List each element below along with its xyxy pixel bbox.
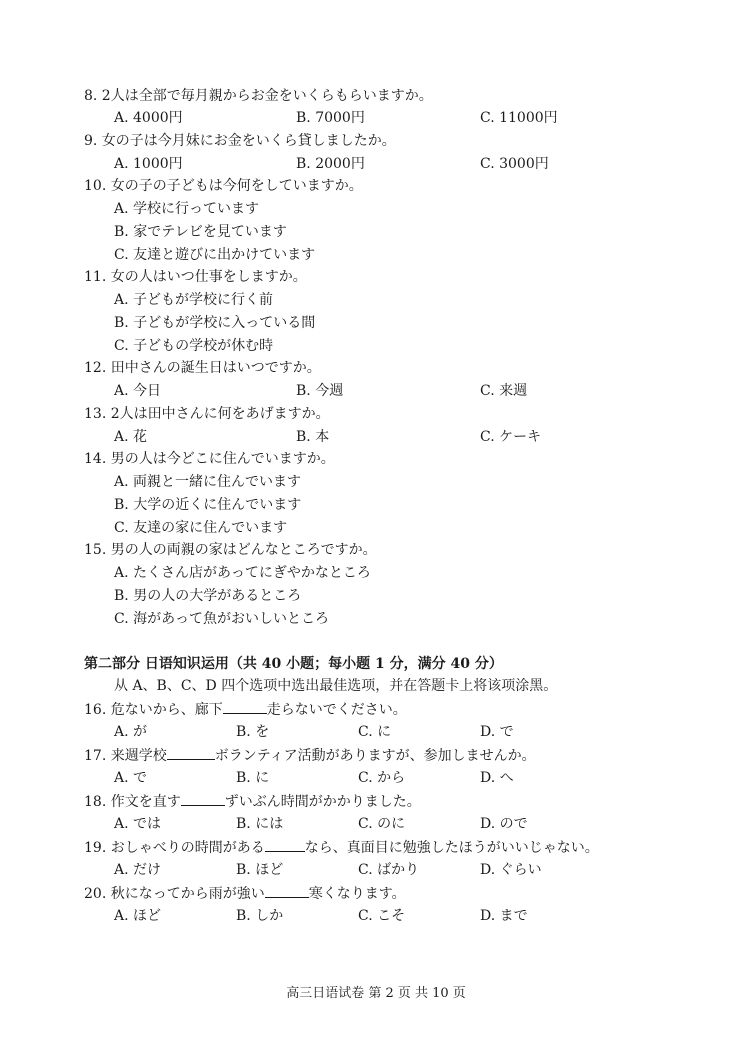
- answer-blank: [265, 884, 309, 898]
- option-18d: D. ので: [480, 816, 528, 832]
- option-16a: A. が: [114, 724, 148, 740]
- question-9: 9. 女の子は今月妹にお金をいくら貸しましたか。: [84, 133, 396, 149]
- question-20: [84, 884, 406, 903]
- option-20c: C. こそ: [358, 908, 406, 924]
- option-16b: B. を: [236, 724, 270, 740]
- answer-blank: [167, 746, 215, 760]
- question-text: 16. 危ないから、廊下: [84, 702, 223, 718]
- question-17: [84, 746, 536, 765]
- question-text: 走らないでください。: [266, 702, 407, 718]
- question-16: [84, 700, 407, 719]
- option-10c: C. 友達と遊びに出かけています: [114, 247, 316, 263]
- question-13: 13. 2人は田中さんに何をあげますか。: [84, 406, 330, 422]
- option-12c: C. 来週: [480, 383, 528, 399]
- answer-blank: [181, 792, 225, 806]
- option-15c: C. 海があって魚がおいしいところ: [114, 611, 329, 627]
- option-17a: A. で: [114, 770, 148, 786]
- question-text: 20. 秋になってから雨が強い: [84, 886, 265, 902]
- option-17c: C. から: [358, 770, 406, 786]
- question-10: 10. 女の子の子どもは今何をしていますか。: [84, 178, 363, 194]
- option-20a: A. ほど: [114, 908, 162, 924]
- option-8c: C. 11000円: [480, 110, 558, 126]
- option-18b: B. には: [236, 816, 284, 832]
- page-footer: 高三日语试卷 第 2 页 共 10 页: [286, 986, 466, 1001]
- option-8b: B. 7000円: [296, 110, 365, 126]
- question-text: ずいぶん時間がかかりました。: [224, 794, 421, 810]
- question-text: ボランティア活動がありますが、参加しませんか。: [214, 748, 536, 764]
- option-14c: C. 友達の家に住んでいます: [114, 520, 288, 536]
- option-17b: B. に: [236, 770, 270, 786]
- option-10b: B. 家でテレビを見ています: [114, 224, 287, 240]
- question-8: 8. 2人は全部で毎月親からお金をいくらもらいますか。: [84, 88, 433, 104]
- option-15b: B. 男の人の大学があるところ: [114, 588, 302, 604]
- option-18a: A. では: [114, 816, 162, 832]
- question-14: 14. 男の人は今どこに住んでいますか。: [84, 451, 335, 467]
- option-9a: A. 1000円: [114, 156, 183, 172]
- option-12b: B. 今週: [296, 383, 344, 399]
- option-11b: B. 子どもが学校に入っている間: [114, 315, 316, 331]
- option-20d: D. まで: [480, 908, 528, 924]
- question-text: なら、真面目に勉強したほうがいいじゃない。: [304, 840, 599, 856]
- option-11a: A. 子どもが学校に行く前: [114, 292, 274, 308]
- option-15a: A. たくさん店があってにぎやかなところ: [114, 565, 371, 581]
- section-instruction: 从 A、B、C、D 四个选项中选出最佳选项，并在答题卡上将该项涂黑。: [114, 678, 558, 694]
- question-text: 17. 来週学校: [84, 748, 167, 764]
- question-text: 18. 作文を直す: [84, 794, 181, 810]
- option-18c: C. のに: [358, 816, 406, 832]
- option-14b: B. 大学の近くに住んでいます: [114, 497, 302, 513]
- question-12: 12. 田中さんの誕生日はいつですか。: [84, 360, 321, 376]
- question-text: 19. おしゃべりの時間がある: [84, 840, 265, 856]
- option-8a: A. 4000円: [114, 110, 183, 126]
- option-9b: B. 2000円: [296, 156, 365, 172]
- option-13c: C. ケーキ: [480, 429, 542, 445]
- option-11c: C. 子どもの学校が休む時: [114, 338, 274, 354]
- option-16c: C. に: [358, 724, 392, 740]
- option-10a: A. 学校に行っています: [114, 201, 260, 217]
- answer-blank: [265, 838, 305, 852]
- option-13b: B. 本: [296, 429, 330, 445]
- option-14a: A. 両親と一緒に住んでいます: [114, 474, 302, 490]
- question-11: 11. 女の人はいつ仕事をしますか。: [84, 269, 307, 285]
- section-title: 第二部分 日语知识运用（共 40 小题；每小题 1 分，满分 40 分）: [84, 656, 503, 672]
- option-20b: B. しか: [236, 908, 284, 924]
- question-19: [84, 838, 599, 857]
- option-19a: A. だけ: [114, 862, 162, 878]
- question-text: 寒くなります。: [308, 886, 406, 902]
- option-17d: D. へ: [480, 770, 514, 786]
- option-16d: D. で: [480, 724, 514, 740]
- option-19b: B. ほど: [236, 862, 284, 878]
- option-19d: D. ぐらい: [480, 862, 542, 878]
- option-12a: A. 今日: [114, 383, 162, 399]
- question-18: [84, 792, 421, 811]
- option-19c: C. ばかり: [358, 862, 420, 878]
- answer-blank: [223, 700, 267, 714]
- option-13a: A. 花: [114, 429, 148, 445]
- question-15: 15. 男の人の両親の家はどんなところですか。: [84, 542, 377, 558]
- option-9c: C. 3000円: [480, 156, 549, 172]
